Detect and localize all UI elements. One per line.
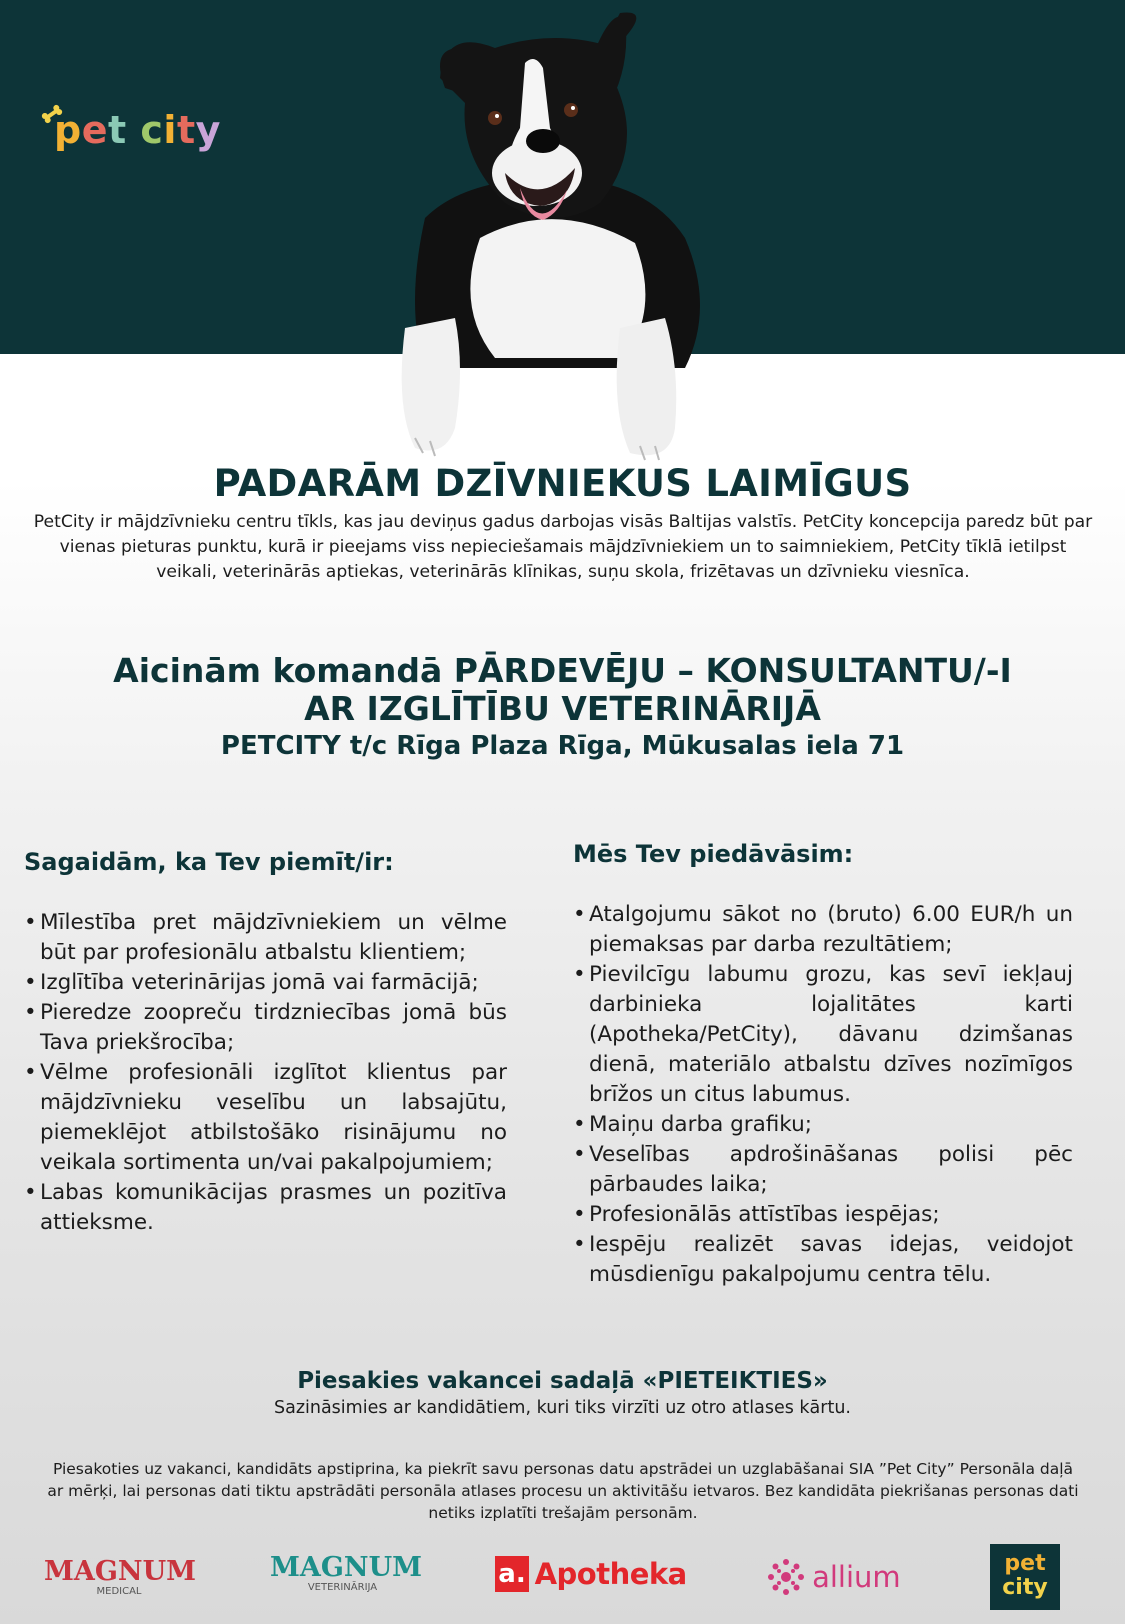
- apply-subtitle: Sazināsimies ar kandidātiem, kuri tiks virzīti uz otro atlases kārtu.: [273, 1398, 851, 1418]
- logo-letter: i: [163, 108, 177, 152]
- list-item: • Veselības apdrošināšanas polisi pēc pārbaudes laika;: [573, 1140, 1073, 1200]
- logo-letter: t: [176, 108, 196, 152]
- intro-line: vienas pieturas punktu, kurā ir pieejams viss nepieciešamais mājdzīvniekiem un to saimniekiem, PetCity tīklā ietilpst: [59, 537, 1067, 557]
- petcity-badge-logo: pet city: [990, 1544, 1060, 1610]
- consent-line: netiks izplatīti trešajām personām.: [428, 1504, 698, 1522]
- logo-letter: p: [54, 108, 82, 152]
- logo-letter: y: [195, 108, 221, 152]
- requirements-list: [24, 908, 507, 1238]
- consent-line: ar mērķi, lai personas dati tiktu apstrādāti personāla atlases procesu un aktivitāšu ietvaros. Bez kandidāta piekrišanas personas dati: [47, 1482, 1079, 1500]
- logo-letter: c: [140, 108, 164, 152]
- magnum-medical-logo: MAGNUM MEDICAL: [44, 1556, 197, 1597]
- consent-notice: [24, 1458, 1102, 1524]
- allium-logo: allium: [765, 1556, 915, 1598]
- intro-line: veikali, veterinārās aptiekas, veterinārās klīnikas, suņu skola, frizētavas un dzīvnieku viesnīca.: [156, 562, 970, 582]
- logo-letter: [127, 108, 141, 152]
- list-item: • Atalgojumu sākot no (bruto) 6.00 EUR/h un piemaksas par darba rezultātiem;: [573, 900, 1073, 960]
- logo-wordmark: [54, 108, 221, 152]
- offer-section: [573, 840, 1073, 1290]
- list-item: • Izglītība veterinārijas jomā vai farmācijā;: [24, 968, 507, 998]
- list-item: • Pievilcīgu labumu grozu, kas sevī iekļauj darbinieka lojalitātes karti (Apotheka/PetCity), dāvanu dzimšanas dienā, materiālo atbalstu dzīves nozīmīgos brīžos un citus labumus.: [573, 960, 1073, 1110]
- list-item: • Maiņu darba grafiku;: [573, 1110, 1073, 1140]
- job-location: PETCITY t/c Rīga Plaza Rīga, Mūkusalas iela 71: [220, 731, 905, 761]
- list-item: • Vēlme profesionāli izglītot klientus par mājdzīvnieku veselību un labsajūtu, piemeklējot atbilstošāko risinājumu no veikala sortimenta un/vai pakalpojumiem;: [24, 1058, 507, 1178]
- list-item: • Pieredze zoopreču tirdzniecības jomā būs Tava priekšrocība;: [24, 998, 507, 1058]
- job-title-block: [0, 652, 1125, 764]
- list-item: • Iespēju realizēt savas idejas, veidojot mūsdienīgu pakalpojumu centra tēlu.: [573, 1230, 1073, 1290]
- logo-letter: e: [81, 108, 108, 152]
- page-headline: PADARĀM DZĪVNIEKUS LAIMĪGUS: [213, 462, 912, 505]
- requirements-title: Sagaidām, ka Tev piemīt/ir:: [24, 848, 394, 876]
- consent-line: Piesakoties uz vakanci, kandidāts apstiprina, ka piekrīt savu personas datu apstrādei un uzglabāšanai SIA ”Pet City” Personāla daļā: [52, 1460, 1074, 1478]
- partner-logos: [0, 1540, 1125, 1620]
- offer-list: [573, 900, 1073, 1290]
- intro-paragraph: [18, 510, 1108, 585]
- apotheka-logo: a. Apotheka: [495, 1556, 695, 1592]
- offer-title: Mēs Tev piedāvāsim:: [573, 840, 854, 868]
- magnum-veterinarija-logo: MAGNUM VETERINĀRIJA: [270, 1552, 423, 1593]
- job-title-line: Aicinām komandā PĀRDEVĒJU – KONSULTANTU/-I: [113, 651, 1012, 690]
- job-title-line: AR IZGLĪTĪBU VETERINĀRIJĀ: [304, 689, 821, 728]
- intro-line: PetCity ir mājdzīvnieku centru tīkls, kas jau deviņus gadus darbojas visās Baltijas valstīs. PetCity koncepcija paredz būt par: [33, 512, 1093, 532]
- requirements-section: [24, 848, 507, 1238]
- petcity-logo: [40, 108, 221, 152]
- allium-flower-icon: [765, 1556, 807, 1598]
- list-item: • Profesionālās attīstības iespējas;: [573, 1200, 1073, 1230]
- apply-heading: Piesakies vakancei sadaļā «PIETEIKTIES»: [297, 1368, 828, 1394]
- logo-letter: t: [107, 108, 127, 152]
- list-item: • Labas komunikācijas prasmes un pozitīva attieksme.: [24, 1178, 507, 1238]
- dog-illustration: [385, 8, 730, 468]
- list-item: • Mīlestība pret mājdzīvniekiem un vēlme būt par profesionālu atbalstu klientiem;: [24, 908, 507, 968]
